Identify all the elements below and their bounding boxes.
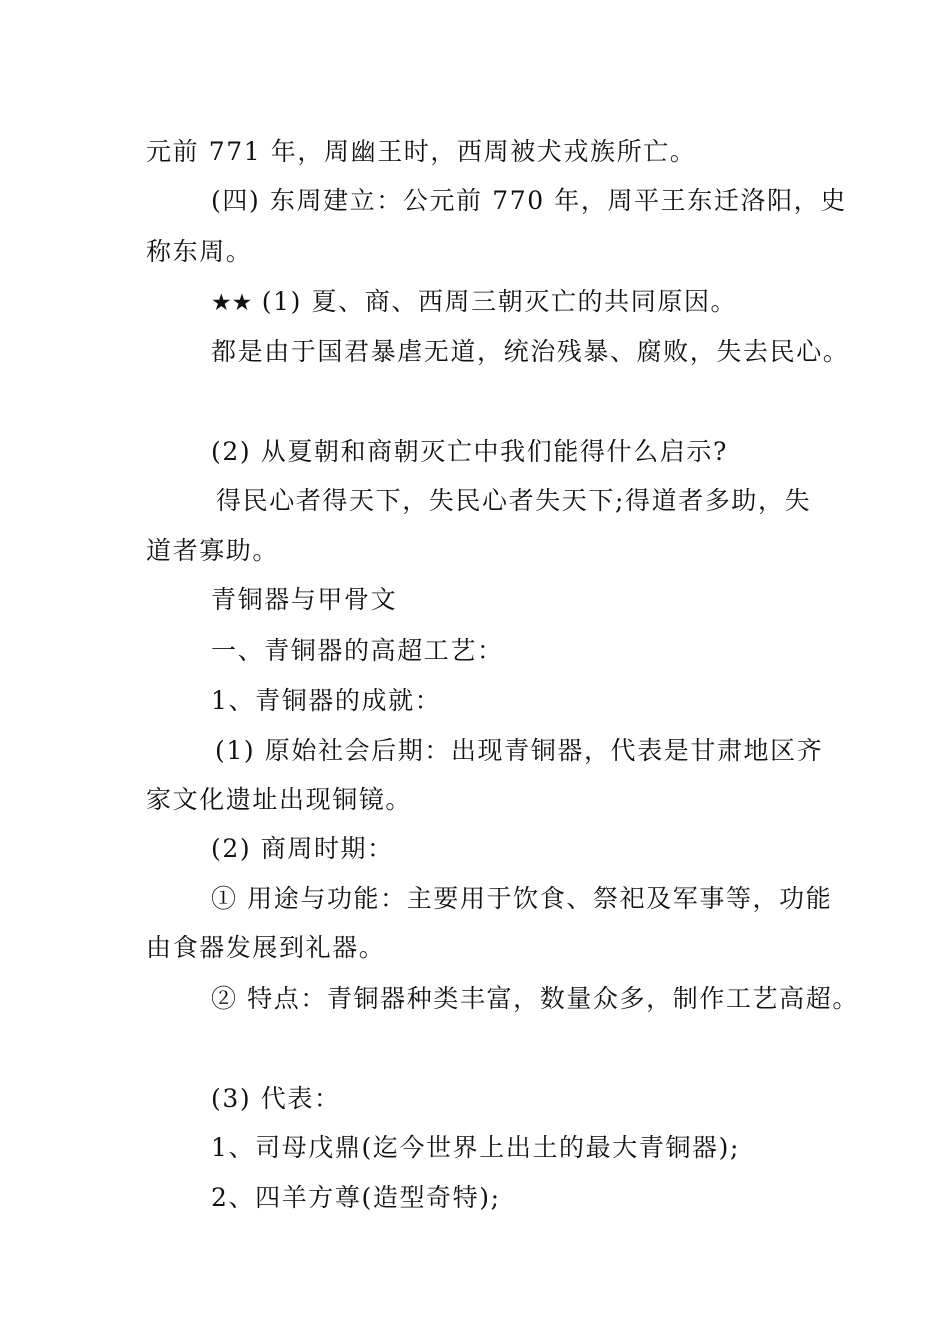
text-line: 1、青铜器的成就： [211, 686, 442, 715]
text-line: (四) 东周建立：公元前 770 年，周平王东迁洛阳，史 [211, 186, 847, 215]
text-line: 家文化遗址出现铜镜。 [146, 785, 413, 814]
text-line: 都是由于国君暴虐无道，统治残暴、腐败，失去民心。 [211, 337, 850, 366]
text-line: 1、司母戊鼎(迄今世界上出土的最大青铜器); [211, 1133, 741, 1162]
text-line: 2、四羊方尊(造型奇特); [211, 1183, 501, 1212]
text-line: (1) 原始社会后期：出现青铜器，代表是甘肃地区齐 [215, 736, 824, 765]
text-line: ② 特点：青铜器种类丰富，数量众多，制作工艺高超。 [211, 984, 859, 1013]
text-line: 称东周。 [146, 237, 253, 266]
question-line [211, 287, 737, 318]
star-icons: ★★ [211, 290, 253, 316]
text-line: ① 用途与功能：主要用于饮食、祭祀及军事等，功能 [211, 884, 833, 913]
text-line: (2) 商周时期： [211, 834, 394, 863]
text-line: 一、青铜器的高超工艺： [211, 636, 504, 665]
section-heading: 青铜器与甲骨文 [211, 585, 398, 614]
text-line: 元前 771 年，周幽王时，西周被犬戎族所亡。 [146, 137, 697, 166]
text-line: 由食器发展到礼器。 [146, 933, 386, 962]
question-text: (1) 夏、商、西周三朝灭亡的共同原因。 [261, 287, 738, 316]
text-line: 得民心者得天下，失民心者失天下;得道者多助，失 [216, 486, 812, 515]
text-line: 道者寡助。 [146, 536, 280, 565]
text-line: (2) 从夏朝和商朝灭亡中我们能得什么启示? [211, 437, 728, 466]
text-line: (3) 代表： [211, 1084, 341, 1113]
